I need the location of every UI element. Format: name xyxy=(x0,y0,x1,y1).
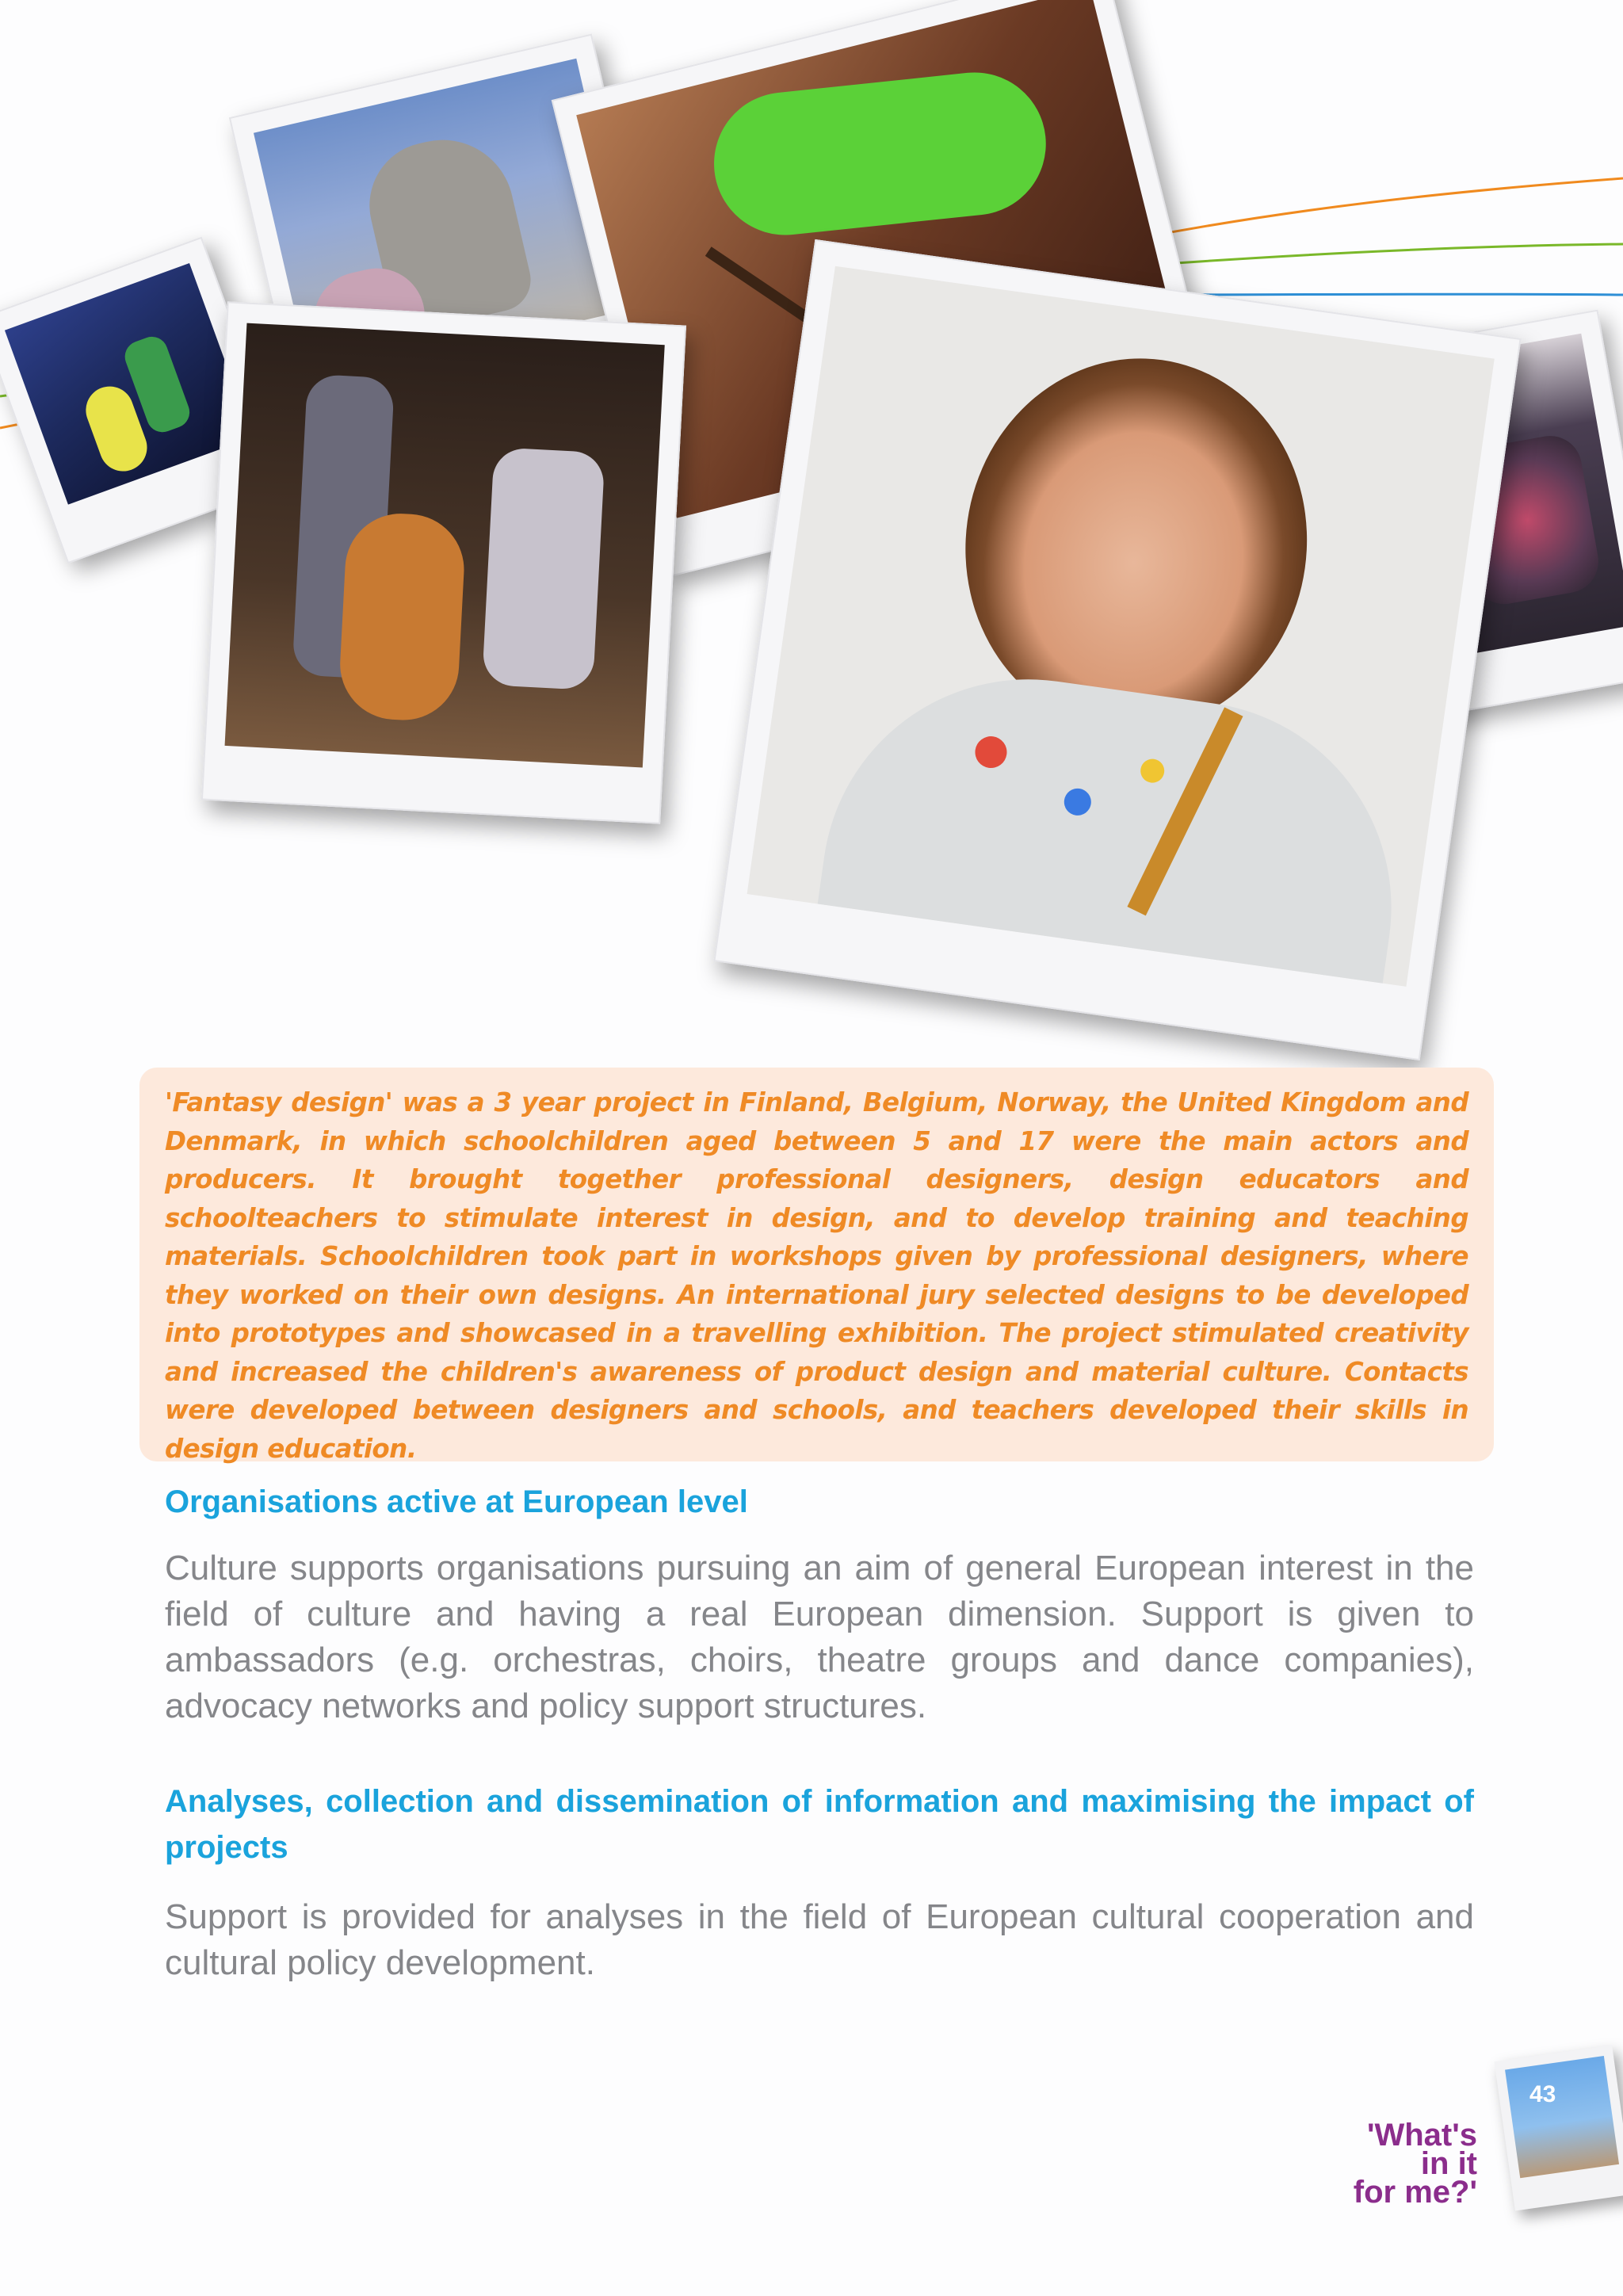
photo-double-bass-concert xyxy=(201,301,686,823)
section-heading-analyses: Analyses, collection and dissemination of information and maximising the impact of projects xyxy=(165,1784,1474,1865)
page-number: 43 xyxy=(1529,2081,1556,2107)
section-body-organisations: Culture supports organisations pursuing an aim of general European interest in the field of culture and having a real European dimension. Support is given to ambassadors (e.g. orchestras, choirs, theatre groups and dance companies), advocacy networks and policy support structures. xyxy=(165,1549,1474,1725)
project-callout-box xyxy=(139,1068,1494,1464)
tagline-line-3: for me?' xyxy=(1353,2175,1477,2210)
tagline-line-2: in it xyxy=(1420,2146,1477,2181)
tagline-line-1: 'What's xyxy=(1366,2118,1477,2153)
footer-thumbnail-photo xyxy=(1495,2045,1623,2210)
callout-text: 'Fantasy design' was a 3 year project in Finland, Belgium, Norway, the United Kingdom and Denmark, in which schoolchildren aged between 5 and 17 were the main actors and producers. It brought together professional designers, design educators and schoolteachers to stimulate interest in design, and to develop training and teaching materials. Schoolchildren took part in workshops given by professional designers, where they worked on their own designs. An international jury selected designs to be developed into prototypes and showcased in a travelling exhibition. The project stimulated creativity and increased the children's awareness of product design and material culture. Contacts were developed between designers and schools, and teachers developed their skills in design education. xyxy=(165,1087,1468,1464)
photo-boy-with-paint xyxy=(713,239,1521,1060)
section-body-analyses: Support is provided for analyses in the field of European cultural cooperation and cultural policy development. xyxy=(165,1897,1474,1982)
section-heading-organisations: Organisations active at European level xyxy=(165,1484,748,1519)
whats-in-it-for-me-tagline xyxy=(1353,2118,1477,2210)
